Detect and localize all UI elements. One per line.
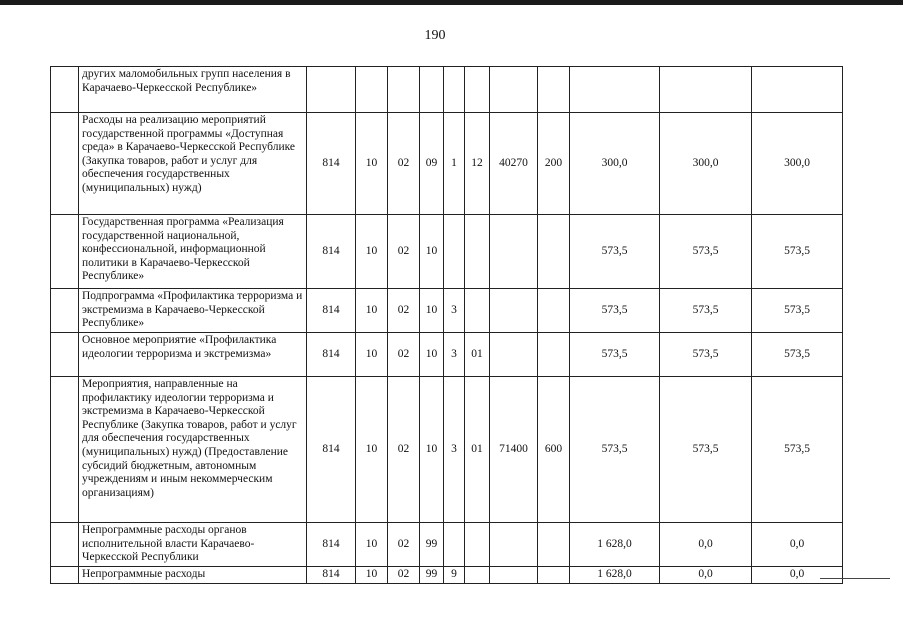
row-description: Государственная программа «Реализация государственной национальной, конфессиональной, информационной политики в Карачаево-Черкесской Республике» bbox=[79, 215, 307, 289]
amount-year-3: 573,5 bbox=[752, 215, 843, 289]
table-row bbox=[51, 333, 843, 377]
code-program: 09 bbox=[420, 113, 444, 215]
row-description: Расходы на реализацию мероприятий государственной программы «Доступная среда» в Карачаево-Черкесской Республике (Закупка товаров, работ и услуг для обеспечения государственных (муниципальных) нужд) bbox=[79, 113, 307, 215]
amount-year-3: 573,5 bbox=[752, 289, 843, 333]
code-subprogram bbox=[444, 67, 465, 113]
code-subprogram bbox=[444, 215, 465, 289]
code-program: 99 bbox=[420, 567, 444, 584]
code-ministry: 814 bbox=[307, 523, 356, 567]
code-direction bbox=[490, 289, 538, 333]
code-subsection: 02 bbox=[388, 113, 420, 215]
code-program: 10 bbox=[420, 289, 444, 333]
code-subsection: 02 bbox=[388, 523, 420, 567]
amount-year-1: 573,5 bbox=[570, 215, 660, 289]
code-ministry: 814 bbox=[307, 567, 356, 584]
code-program: 10 bbox=[420, 333, 444, 377]
amount-year-2: 0,0 bbox=[660, 567, 752, 584]
code-program bbox=[420, 67, 444, 113]
code-ministry bbox=[307, 67, 356, 113]
code-direction bbox=[490, 215, 538, 289]
amount-year-1: 573,5 bbox=[570, 333, 660, 377]
code-section bbox=[356, 67, 388, 113]
code-section: 10 bbox=[356, 523, 388, 567]
amount-year-1: 573,5 bbox=[570, 289, 660, 333]
code-section: 10 bbox=[356, 215, 388, 289]
row-index-cell bbox=[51, 523, 79, 567]
code-expense-type bbox=[538, 67, 570, 113]
code-expense-type: 600 bbox=[538, 377, 570, 523]
amount-year-1: 573,5 bbox=[570, 377, 660, 523]
code-section: 10 bbox=[356, 333, 388, 377]
row-index-cell bbox=[51, 215, 79, 289]
amount-year-3: 573,5 bbox=[752, 377, 843, 523]
code-subprogram: 9 bbox=[444, 567, 465, 584]
amount-year-3: 300,0 bbox=[752, 113, 843, 215]
amount-year-1 bbox=[570, 67, 660, 113]
code-direction: 71400 bbox=[490, 377, 538, 523]
row-index-cell bbox=[51, 333, 79, 377]
code-program: 99 bbox=[420, 523, 444, 567]
bottom-rule bbox=[820, 578, 890, 579]
amount-year-2: 573,5 bbox=[660, 289, 752, 333]
table-row bbox=[51, 377, 843, 523]
row-description: других маломобильных групп населения в Карачаево-Черкесской Республике» bbox=[79, 67, 307, 113]
budget-table bbox=[50, 66, 843, 584]
row-description: Основное мероприятие «Профилактика идеологии терроризма и экстремизма» bbox=[79, 333, 307, 377]
row-description: Мероприятия, направленные на профилактику идеологии терроризма и экстремизма в Карачаево-Черкесской Республике (Закупка товаров, работ и услуг для обеспечения государственных (муниципальных) нужд) (Предоставление субсидий бюджетным, автономным учреждениям и иным некоммерческим организациям) bbox=[79, 377, 307, 523]
row-description: Непрограммные расходы bbox=[79, 567, 307, 584]
amount-year-2: 573,5 bbox=[660, 377, 752, 523]
code-ministry: 814 bbox=[307, 377, 356, 523]
code-direction bbox=[490, 333, 538, 377]
amount-year-1: 300,0 bbox=[570, 113, 660, 215]
row-description: Подпрограмма «Профилактика терроризма и экстремизма в Карачаево-Черкесской Республике» bbox=[79, 289, 307, 333]
amount-year-2: 573,5 bbox=[660, 215, 752, 289]
amount-year-1: 1 628,0 bbox=[570, 567, 660, 584]
row-index-cell bbox=[51, 113, 79, 215]
code-program: 10 bbox=[420, 377, 444, 523]
code-direction bbox=[490, 567, 538, 584]
code-expense-type bbox=[538, 215, 570, 289]
code-subprogram: 3 bbox=[444, 289, 465, 333]
code-subsection: 02 bbox=[388, 215, 420, 289]
code-direction: 40270 bbox=[490, 113, 538, 215]
code-expense-type bbox=[538, 289, 570, 333]
code-subprogram: 1 bbox=[444, 113, 465, 215]
code-section: 10 bbox=[356, 289, 388, 333]
code-section: 10 bbox=[356, 377, 388, 523]
row-index-cell bbox=[51, 567, 79, 584]
code-subsection: 02 bbox=[388, 289, 420, 333]
code-expense-type bbox=[538, 333, 570, 377]
code-event: 01 bbox=[465, 377, 490, 523]
amount-year-3: 0,0 bbox=[752, 567, 843, 584]
amount-year-2: 0,0 bbox=[660, 523, 752, 567]
code-direction bbox=[490, 67, 538, 113]
code-event bbox=[465, 289, 490, 333]
code-event bbox=[465, 215, 490, 289]
table-row bbox=[51, 289, 843, 333]
table-row bbox=[51, 113, 843, 215]
page-number: 190 bbox=[424, 28, 446, 43]
code-section: 10 bbox=[356, 567, 388, 584]
row-index-cell bbox=[51, 67, 79, 113]
code-subsection bbox=[388, 67, 420, 113]
code-direction bbox=[490, 523, 538, 567]
code-subsection: 02 bbox=[388, 333, 420, 377]
code-expense-type bbox=[538, 523, 570, 567]
row-index-cell bbox=[51, 289, 79, 333]
code-subsection: 02 bbox=[388, 377, 420, 523]
row-index-cell bbox=[51, 377, 79, 523]
amount-year-3: 573,5 bbox=[752, 333, 843, 377]
amount-year-1: 1 628,0 bbox=[570, 523, 660, 567]
code-program: 10 bbox=[420, 215, 444, 289]
code-expense-type bbox=[538, 567, 570, 584]
table-row bbox=[51, 215, 843, 289]
code-event bbox=[465, 67, 490, 113]
code-ministry: 814 bbox=[307, 289, 356, 333]
top-border bbox=[0, 0, 903, 5]
code-event: 01 bbox=[465, 333, 490, 377]
code-subprogram: 3 bbox=[444, 377, 465, 523]
code-ministry: 814 bbox=[307, 113, 356, 215]
code-expense-type: 200 bbox=[538, 113, 570, 215]
table-row bbox=[51, 523, 843, 567]
code-event: 12 bbox=[465, 113, 490, 215]
code-subprogram bbox=[444, 523, 465, 567]
amount-year-3 bbox=[752, 67, 843, 113]
amount-year-3: 0,0 bbox=[752, 523, 843, 567]
amount-year-2 bbox=[660, 67, 752, 113]
amount-year-2: 573,5 bbox=[660, 333, 752, 377]
code-ministry: 814 bbox=[307, 333, 356, 377]
code-event bbox=[465, 523, 490, 567]
code-subsection: 02 bbox=[388, 567, 420, 584]
table-row bbox=[51, 67, 843, 113]
code-section: 10 bbox=[356, 113, 388, 215]
table-row bbox=[51, 567, 843, 584]
code-subprogram: 3 bbox=[444, 333, 465, 377]
code-event bbox=[465, 567, 490, 584]
row-description: Непрограммные расходы органов исполнительной власти Карачаево-Черкесской Республики bbox=[79, 523, 307, 567]
amount-year-2: 300,0 bbox=[660, 113, 752, 215]
code-ministry: 814 bbox=[307, 215, 356, 289]
